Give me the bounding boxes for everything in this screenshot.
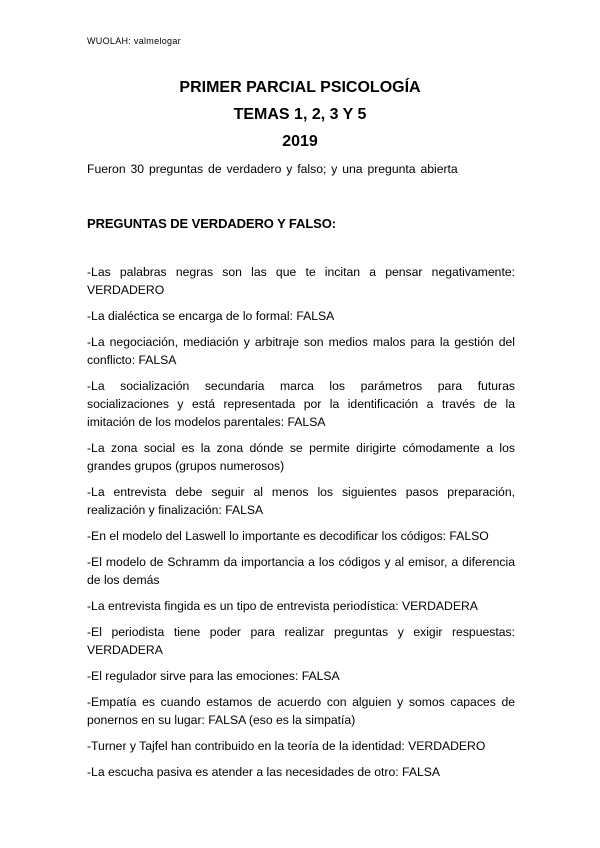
question-item: -La entrevista fingida es un tipo de entrevista periodística: VERDADERA [87, 599, 478, 613]
question-item: -La escucha pasiva es atender a las necesidades de otro: FALSA [87, 765, 440, 779]
question-item: -En el modelo del Laswell lo importante es decodificar los códigos: FALSO [87, 529, 489, 543]
question-item: -La zona social es la zona dónde se permite dirigirte cómodamente a los grandes grupos (grupos numerosos) [87, 441, 515, 473]
question-item: -La dialéctica se encarga de lo formal: FALSA [87, 309, 335, 323]
page-subtitle-topics: TEMAS 1, 2, 3 Y 5 [233, 106, 367, 123]
page-title: PRIMER PARCIAL PSICOLOGÍA [179, 79, 421, 96]
question-item: -El modelo de Schramm da importancia a los códigos y al emisor, a diferencia de los demás [87, 555, 515, 587]
watermark: WUOLAH: valmelogar [87, 36, 181, 46]
question-list [87, 263, 515, 789]
intro-text: Fueron 30 preguntas de verdadero y falso; y una pregunta abierta [87, 162, 458, 176]
question-item: -Las palabras negras son las que te incitan a pensar negativamente: VERDADERO [87, 265, 515, 297]
question-item: -La socialización secundaria marca los parámetros para futuras socializaciones y está representada por la identificación a través de la imitación de los modelos parentales: FALSA [87, 379, 515, 429]
question-item: -La negociación, mediación y arbitraje son medios malos para la gestión del conflicto: FALSA [87, 335, 515, 367]
question-item: -El regulador sirve para las emociones: FALSA [87, 669, 340, 683]
page-subtitle-year: 2019 [282, 133, 318, 150]
question-item: -Empatía es cuando estamos de acuerdo con alguien y somos capaces de ponernos en su lugar: FALSA (eso es la simpatía) [87, 695, 515, 727]
question-item: -Turner y Tajfel han contribuido en la teoría de la identidad: VERDADERO [87, 739, 486, 753]
question-item: -El periodista tiene poder para realizar preguntas y exigir respuestas: VERDADERA [87, 625, 515, 657]
section-heading: PREGUNTAS DE VERDADERO Y FALSO: [87, 216, 336, 231]
question-item: -La entrevista debe seguir al menos los siguientes pasos preparación, realización y finalización: FALSA [87, 485, 515, 517]
